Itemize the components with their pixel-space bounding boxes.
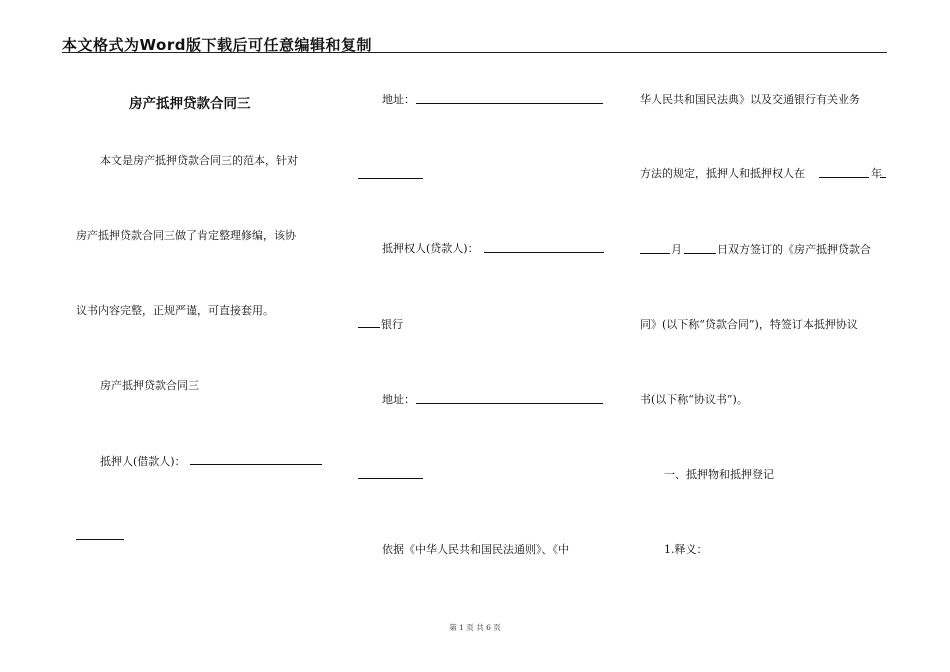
address-label-2: 地址： xyxy=(382,393,415,406)
intro-line-2: 房产抵押贷款合同三做了肯定整理修编，该协 xyxy=(76,229,296,242)
intro-line-3: 议书内容完整，正规严谨，可直接套用。 xyxy=(76,304,274,317)
body-line-3b: 日双方签订的《房产抵押贷款合 xyxy=(717,243,871,256)
address-label-1: 地址： xyxy=(382,93,415,106)
mortgagor-blank-cont[interactable] xyxy=(76,539,124,540)
address-blank-2[interactable] xyxy=(416,403,603,404)
section-heading-1: 一、抵押物和抵押登记 xyxy=(664,468,774,481)
year-blank-tail[interactable] xyxy=(880,177,886,178)
month-unit: 月 xyxy=(671,243,682,256)
body-line-1: 华人民共和国民法典》以及交通银行有关业务 xyxy=(640,93,860,106)
month-blank[interactable] xyxy=(640,253,670,254)
item-1-label: 1.释义： xyxy=(664,543,708,556)
address-blank-2-cont[interactable] xyxy=(358,478,423,479)
mortgagee-label: 抵押权人(贷款人)： xyxy=(382,242,479,255)
address-blank-1[interactable] xyxy=(416,103,603,104)
header-divider xyxy=(62,52,887,53)
day-blank[interactable] xyxy=(684,253,716,254)
body-line-4: 同》(以下称“贷款合同”)，特签订本抵押协议 xyxy=(640,318,858,331)
year-blank[interactable] xyxy=(819,177,869,178)
address-blank-1-cont[interactable] xyxy=(358,178,423,179)
mortgagor-label: 抵押人(借款人)： xyxy=(100,455,186,468)
document-header: 本文格式为Word版下载后可任意编辑和复制 xyxy=(62,36,372,54)
page-footer: 第 1 页 共 6 页 xyxy=(449,623,501,632)
bank-text: 银行 xyxy=(381,318,403,331)
contract-subtitle: 房产抵押贷款合同三 xyxy=(100,379,199,392)
mortgagor-blank[interactable] xyxy=(190,464,322,465)
body-line-2a: 方法的规定，抵押人和抵押权人在 xyxy=(640,167,805,180)
bank-name-blank[interactable] xyxy=(358,327,380,328)
intro-line-1: 本文是房产抵押贷款合同三的范本，针对 xyxy=(100,154,298,167)
legal-basis-line: 依据《中华人民共和国民法通则》、《中 xyxy=(382,543,569,556)
mortgagee-blank[interactable] xyxy=(484,252,604,253)
year-unit: 年 xyxy=(871,167,882,180)
body-line-5: 书(以下称“协议书”)。 xyxy=(640,393,748,406)
document-title: 房产抵押贷款合同三 xyxy=(129,96,251,112)
